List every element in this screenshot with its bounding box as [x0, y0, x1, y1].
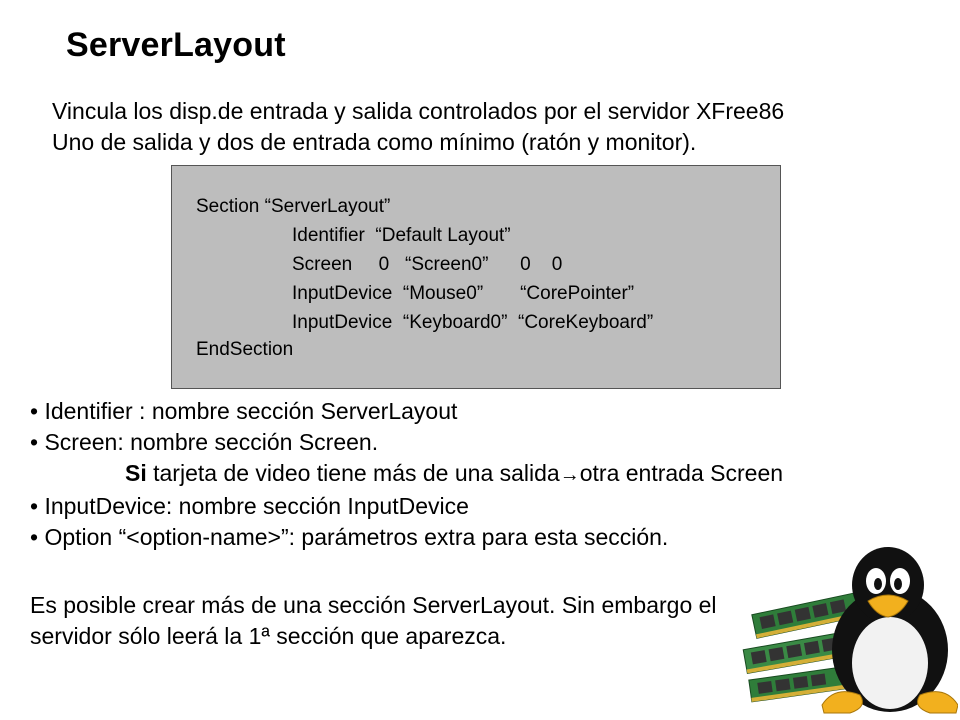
- bullet-list: [30, 396, 783, 553]
- closing-line-2: servidor sólo leerá la 1ª sección que aparezca.: [30, 623, 507, 649]
- right-arrow-icon: →: [559, 464, 580, 486]
- code-line-section: Section “ServerLayout”: [196, 196, 391, 217]
- code-line-identifier: Identifier “Default Layout”: [292, 225, 511, 246]
- screen-note: [30, 458, 783, 491]
- bullet-screen: • Screen: nombre sección Screen.: [30, 429, 379, 455]
- screen-note-text: tarjeta de video tiene más de una salida: [146, 460, 560, 486]
- intro-line-2: Uno de salida y dos de entrada como mínimo (ratón y monitor).: [52, 129, 697, 155]
- closing-line-1: Es posible crear más de una sección ServerLayout. Sin embargo el: [30, 592, 717, 618]
- screen-note-text-2: otra entrada Screen: [579, 460, 784, 486]
- bullet-inputdevice: • InputDevice: nombre sección InputDevice: [30, 493, 469, 519]
- code-line-keyboard: InputDevice “Keyboard0” “CoreKeyboard”: [292, 312, 654, 333]
- config-code-box: [171, 165, 781, 389]
- code-line-mouse: InputDevice “Mouse0” “CorePointer”: [292, 283, 635, 304]
- slide-title: ServerLayout: [66, 26, 286, 64]
- bullet-identifier: • Identifier : nombre sección ServerLayout: [30, 398, 458, 424]
- code-line-endsection: EndSection: [196, 339, 294, 360]
- tux-memory-illustration: [740, 545, 958, 715]
- closing-text: [30, 590, 717, 652]
- code-line-screen: Screen 0 “Screen0” 0 0: [292, 254, 563, 275]
- screen-note-bold: Si: [125, 460, 147, 486]
- intro-text: [52, 96, 784, 158]
- bullet-option: • Option “<option-name>”: parámetros extra para esta sección.: [30, 524, 669, 550]
- intro-line-1: Vincula los disp.de entrada y salida controlados por el servidor XFree86: [52, 98, 785, 124]
